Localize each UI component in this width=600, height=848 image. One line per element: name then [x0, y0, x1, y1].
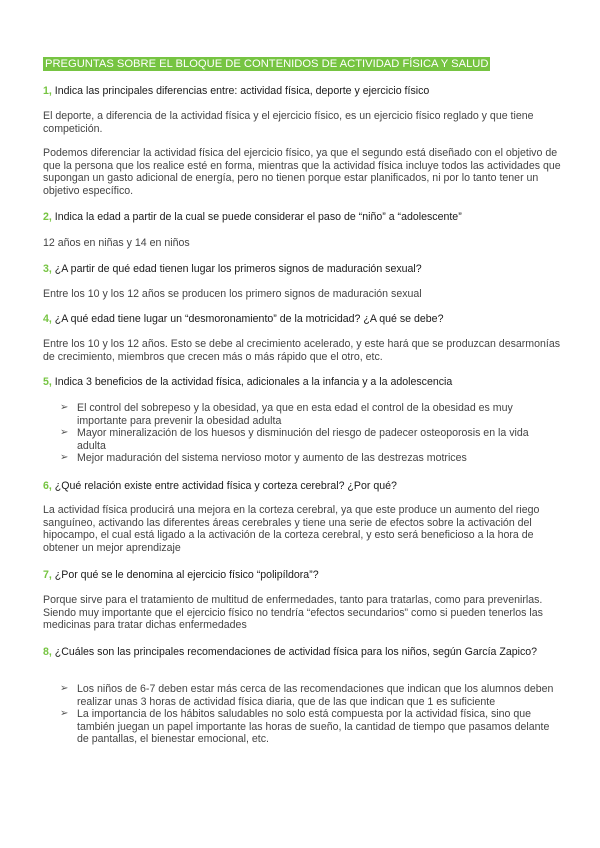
question-text: ¿Por qué se le denomina al ejercicio físico “polipíldora”?	[51, 569, 319, 581]
question-3	[43, 263, 563, 276]
list-item: ➢ Mayor mineralización de los huesos y disminución del riesgo de padecer osteoporosis en la vida adulta	[60, 427, 529, 452]
question-text: ¿A partir de qué edad tienen lugar los primeros signos de maduración sexual?	[51, 263, 422, 275]
answer-6: La actividad física producirá una mejora en la corteza cerebral, ya que este produce un aumento del riego sanguíneo, activando las diferentes áreas cerebrales y tiene una serie de efectos sobre la activación del hipocampo, el cual está ligado a la activación de la corteza cerebral, y esto será beneficioso a la hora de obtener un mejor aprendizaje	[43, 504, 540, 554]
question-text: ¿Cuáles son las principales recomendaciones de actividad física para los niños, según García Zapico?	[51, 646, 538, 658]
list-item: ➢ Los niños de 6-7 deben estar más cerca de las recomendaciones que indican que los alumnos deben realizar unas 3 horas de actividad física diaria, que de las que indican que 1 es suficiente	[60, 683, 554, 708]
arrow-bullet-icon: ➢	[60, 427, 69, 438]
question-text: ¿A qué edad tiene lugar un “desmoronamiento” de la motricidad? ¿A qué se debe?	[51, 313, 444, 325]
arrow-bullet-icon: ➢	[60, 452, 69, 463]
answer-8-list	[60, 683, 560, 746]
question-2	[43, 211, 563, 224]
question-1	[43, 85, 563, 98]
answer-7: Porque sirve para el tratamiento de multitud de enfermedades, tanto para tratarlas, como para prevenirlas. Siendo muy importante que el ejercicio físico no tendría “efectos secundarios” como si pueden tenerlos las medicinas para tratar dichas enfermedades	[43, 594, 543, 631]
question-number: 4,	[43, 313, 52, 325]
question-text: Indica 3 beneficios de la actividad física, adicionales a la infancia y a la adolescencia	[51, 376, 453, 388]
question-7	[43, 569, 563, 582]
question-4	[43, 313, 563, 326]
list-item: ➢ El control del sobrepeso y la obesidad, ya que en esta edad el control de la obesidad es muy importante para prevenir la obesidad adulta	[60, 402, 513, 427]
answer-3: Entre los 10 y los 12 años se producen los primero signos de maduración sexual	[43, 288, 422, 300]
answer-2: 12 años en niñas y 14 en niños	[43, 237, 190, 249]
answer-4: Entre los 10 y los 12 años. Esto se debe al crecimiento acelerado, y este hará que se produzcan desarmonías de crecimiento, miembros que crecen más o más rápido que el otro, etc.	[43, 338, 561, 363]
question-5	[43, 376, 563, 389]
question-number: 2,	[43, 211, 52, 223]
question-number: 5,	[43, 376, 52, 388]
document-title: PREGUNTAS SOBRE EL BLOQUE DE CONTENIDOS DE ACTIVIDAD FÍSICA Y SALUD	[45, 58, 489, 70]
question-text: ¿Qué relación existe entre actividad física y corteza cerebral? ¿Por qué?	[51, 480, 397, 492]
question-text: Indica la edad a partir de la cual se puede considerar el paso de “niño” a “adolescente”	[51, 211, 462, 223]
question-number: 8,	[43, 646, 52, 658]
answer-5-list	[60, 402, 560, 465]
question-number: 3,	[43, 263, 52, 275]
answer-1-paragraph-2: Podemos diferenciar la actividad física del ejercicio físico, ya que el segundo está diseñado con el objetivo de que la persona que los realice esté en forma, mientras que la actividad física incluye todos las actividades que supongan un gasto adicional de energía, pero no tienen porque estar planificados, ni por lo tanto tener un objetivo específico.	[43, 147, 561, 197]
answer-1-paragraph-1: El deporte, a diferencia de la actividad física y el ejercicio físico, es un ejercicio físico reglado y que tiene competición.	[43, 110, 534, 135]
list-item: ➢ Mejor maduración del sistema nervioso motor y aumento de las destrezas motrices	[60, 452, 467, 464]
arrow-bullet-icon: ➢	[60, 683, 69, 694]
arrow-bullet-icon: ➢	[60, 402, 69, 413]
arrow-bullet-icon: ➢	[60, 708, 69, 719]
question-text: Indica las principales diferencias entre: actividad física, deporte y ejercicio físico	[51, 85, 430, 97]
list-item: ➢ La importancia de los hábitos saludables no solo está compuesta por la actividad física, sino que también juegan un papel importante las horas de sueño, la cantidad de tiempo que pasamos delante de pantallas, el bienestar emocional, etc.	[60, 708, 550, 745]
question-number: 1,	[43, 85, 52, 97]
question-number: 7,	[43, 569, 52, 581]
question-8	[43, 646, 563, 659]
question-6	[43, 480, 563, 493]
question-number: 6,	[43, 480, 52, 492]
